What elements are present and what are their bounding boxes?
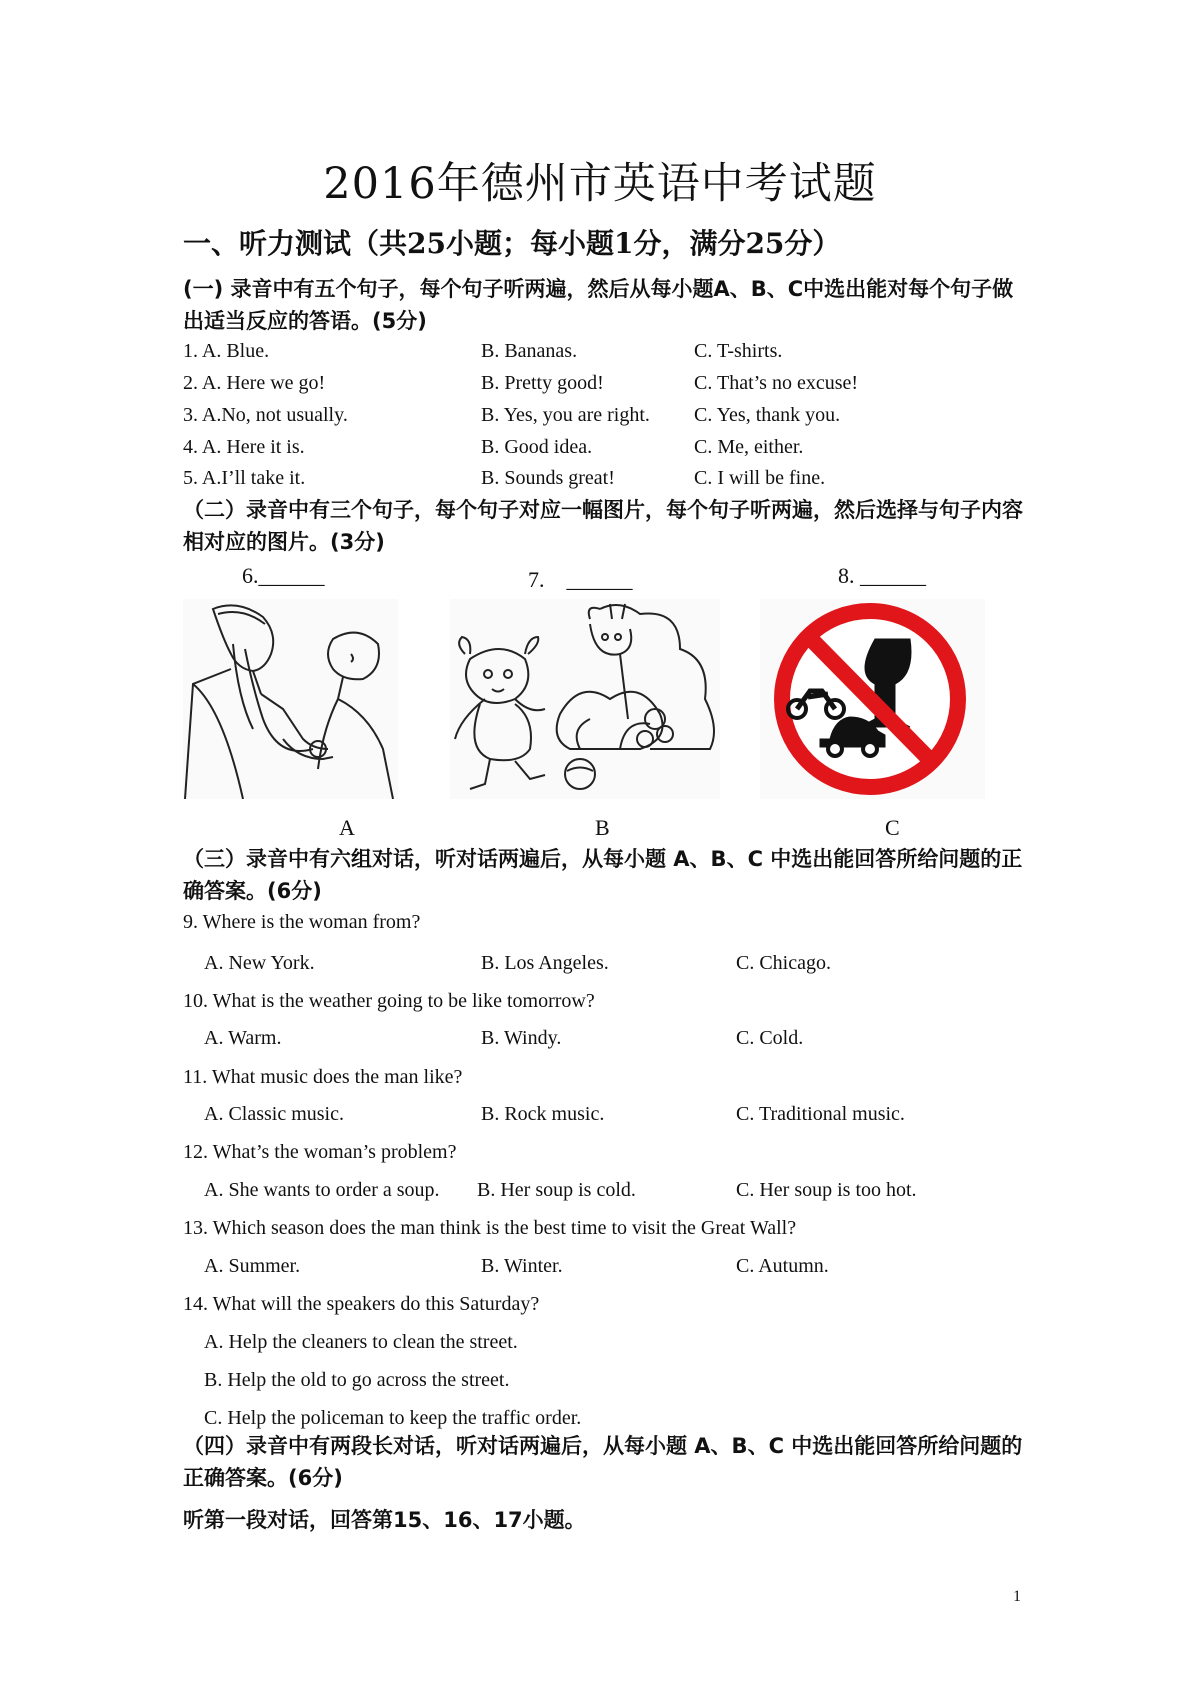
question-row: [183, 467, 1043, 497]
option-a: A. Summer.: [204, 1255, 301, 1277]
option-b: B. Pretty good!: [481, 372, 604, 394]
option-c: C. Help the policeman to keep the traffic order.: [204, 1407, 582, 1429]
option-c: C. That’s no excuse!: [694, 372, 859, 394]
option-b: B. Sounds great!: [481, 467, 615, 489]
part1-instruction: (一) 录音中有五个句子，每个句子听两遍，然后从每小题A、B、C中选出能对每个句子做出适当反应的答语。(5分): [183, 277, 1014, 333]
question-text: 11. What music does the man like?: [183, 1066, 463, 1088]
girl-playing-picture: [450, 599, 720, 799]
question-text: 14. What will the speakers do this Saturday?: [183, 1293, 540, 1315]
option-c: C. Chicago.: [736, 952, 831, 974]
option-c: C. I will be fine.: [694, 467, 826, 489]
option-b: B. Her soup is cold.: [477, 1179, 636, 1201]
option-b: B. Rock music.: [481, 1103, 605, 1125]
part3-instruction: （三）录音中有六组对话，听对话两遍后，从每小题 A、B、C 中选出能回答所给问题的正确答案。(6分): [183, 847, 1023, 903]
answer-blank-8: 8. ______: [838, 563, 926, 588]
question-row: [183, 404, 1043, 434]
option-c: C. Cold.: [736, 1027, 804, 1049]
option-c: C. Autumn.: [736, 1255, 829, 1277]
picture-label-a: A: [339, 815, 355, 840]
part4-subinstruction: 听第一段对话，回答第15、16、17小题。: [183, 1508, 586, 1532]
answer-blank-6: 6.______: [242, 563, 325, 588]
option-b: B. Help the old to go across the street.: [204, 1369, 510, 1391]
option-b: B. Winter.: [481, 1255, 563, 1277]
page-title: 2016年德州市英语中考试题: [323, 159, 877, 209]
picture-label-c: C: [885, 815, 900, 840]
option-b: B. Windy.: [481, 1027, 562, 1049]
option-b: B. Yes, you are right.: [481, 404, 650, 426]
question-row: [183, 340, 1043, 370]
question-text: 13. Which season does the man think is the best time to visit the Great Wall?: [183, 1217, 797, 1239]
option-a: A. Warm.: [204, 1027, 282, 1049]
option-c: C. Me, either.: [694, 436, 804, 458]
no-drink-driving-sign-picture: [760, 599, 985, 799]
picture-label-b: B: [595, 815, 610, 840]
option-c: C. Her soup is too hot.: [736, 1179, 917, 1201]
option-a: 3. A.No, not usually.: [183, 404, 348, 426]
page-number: 1: [1013, 1588, 1021, 1605]
option-c: C. Yes, thank you.: [694, 404, 841, 426]
question-text: 10. What is the weather going to be like tomorrow?: [183, 990, 595, 1012]
doctor-examining-boy-picture: [183, 599, 398, 799]
part4-instruction: （四）录音中有两段长对话，听对话两遍后，从每小题 A、B、C 中选出能回答所给问题的正确答案。(6分): [183, 1434, 1023, 1490]
option-a: A. Classic music.: [204, 1103, 344, 1125]
option-b: B. Good idea.: [481, 436, 593, 458]
option-c: C. Traditional music.: [736, 1103, 905, 1125]
option-a: A. She wants to order a soup.: [204, 1179, 440, 1201]
option-a: A. Help the cleaners to clean the street.: [204, 1331, 518, 1353]
option-a: 4. A. Here it is.: [183, 436, 305, 458]
option-a: 5. A.I’ll take it.: [183, 467, 306, 489]
section-heading-listening: 一、听力测试（共25小题；每小题1分，满分25分）: [183, 227, 841, 260]
option-a: 1. A. Blue.: [183, 340, 270, 362]
option-c: C. T-shirts.: [694, 340, 783, 362]
question-row: [183, 372, 1043, 402]
option-a: A. New York.: [204, 952, 315, 974]
option-b: B. Bananas.: [481, 340, 578, 362]
option-b: B. Los Angeles.: [481, 952, 609, 974]
question-row: [183, 436, 1043, 466]
part2-instruction: （二）录音中有三个句子，每个句子对应一幅图片，每个句子听两遍，然后选择与句子内容相对应的图片。(3分): [183, 498, 1023, 554]
option-a: 2. A. Here we go!: [183, 372, 326, 394]
question-text: 12. What’s the woman’s problem?: [183, 1141, 457, 1163]
question-text: 9. Where is the woman from?: [183, 911, 421, 933]
answer-blank-7: 7. ______: [528, 567, 633, 592]
